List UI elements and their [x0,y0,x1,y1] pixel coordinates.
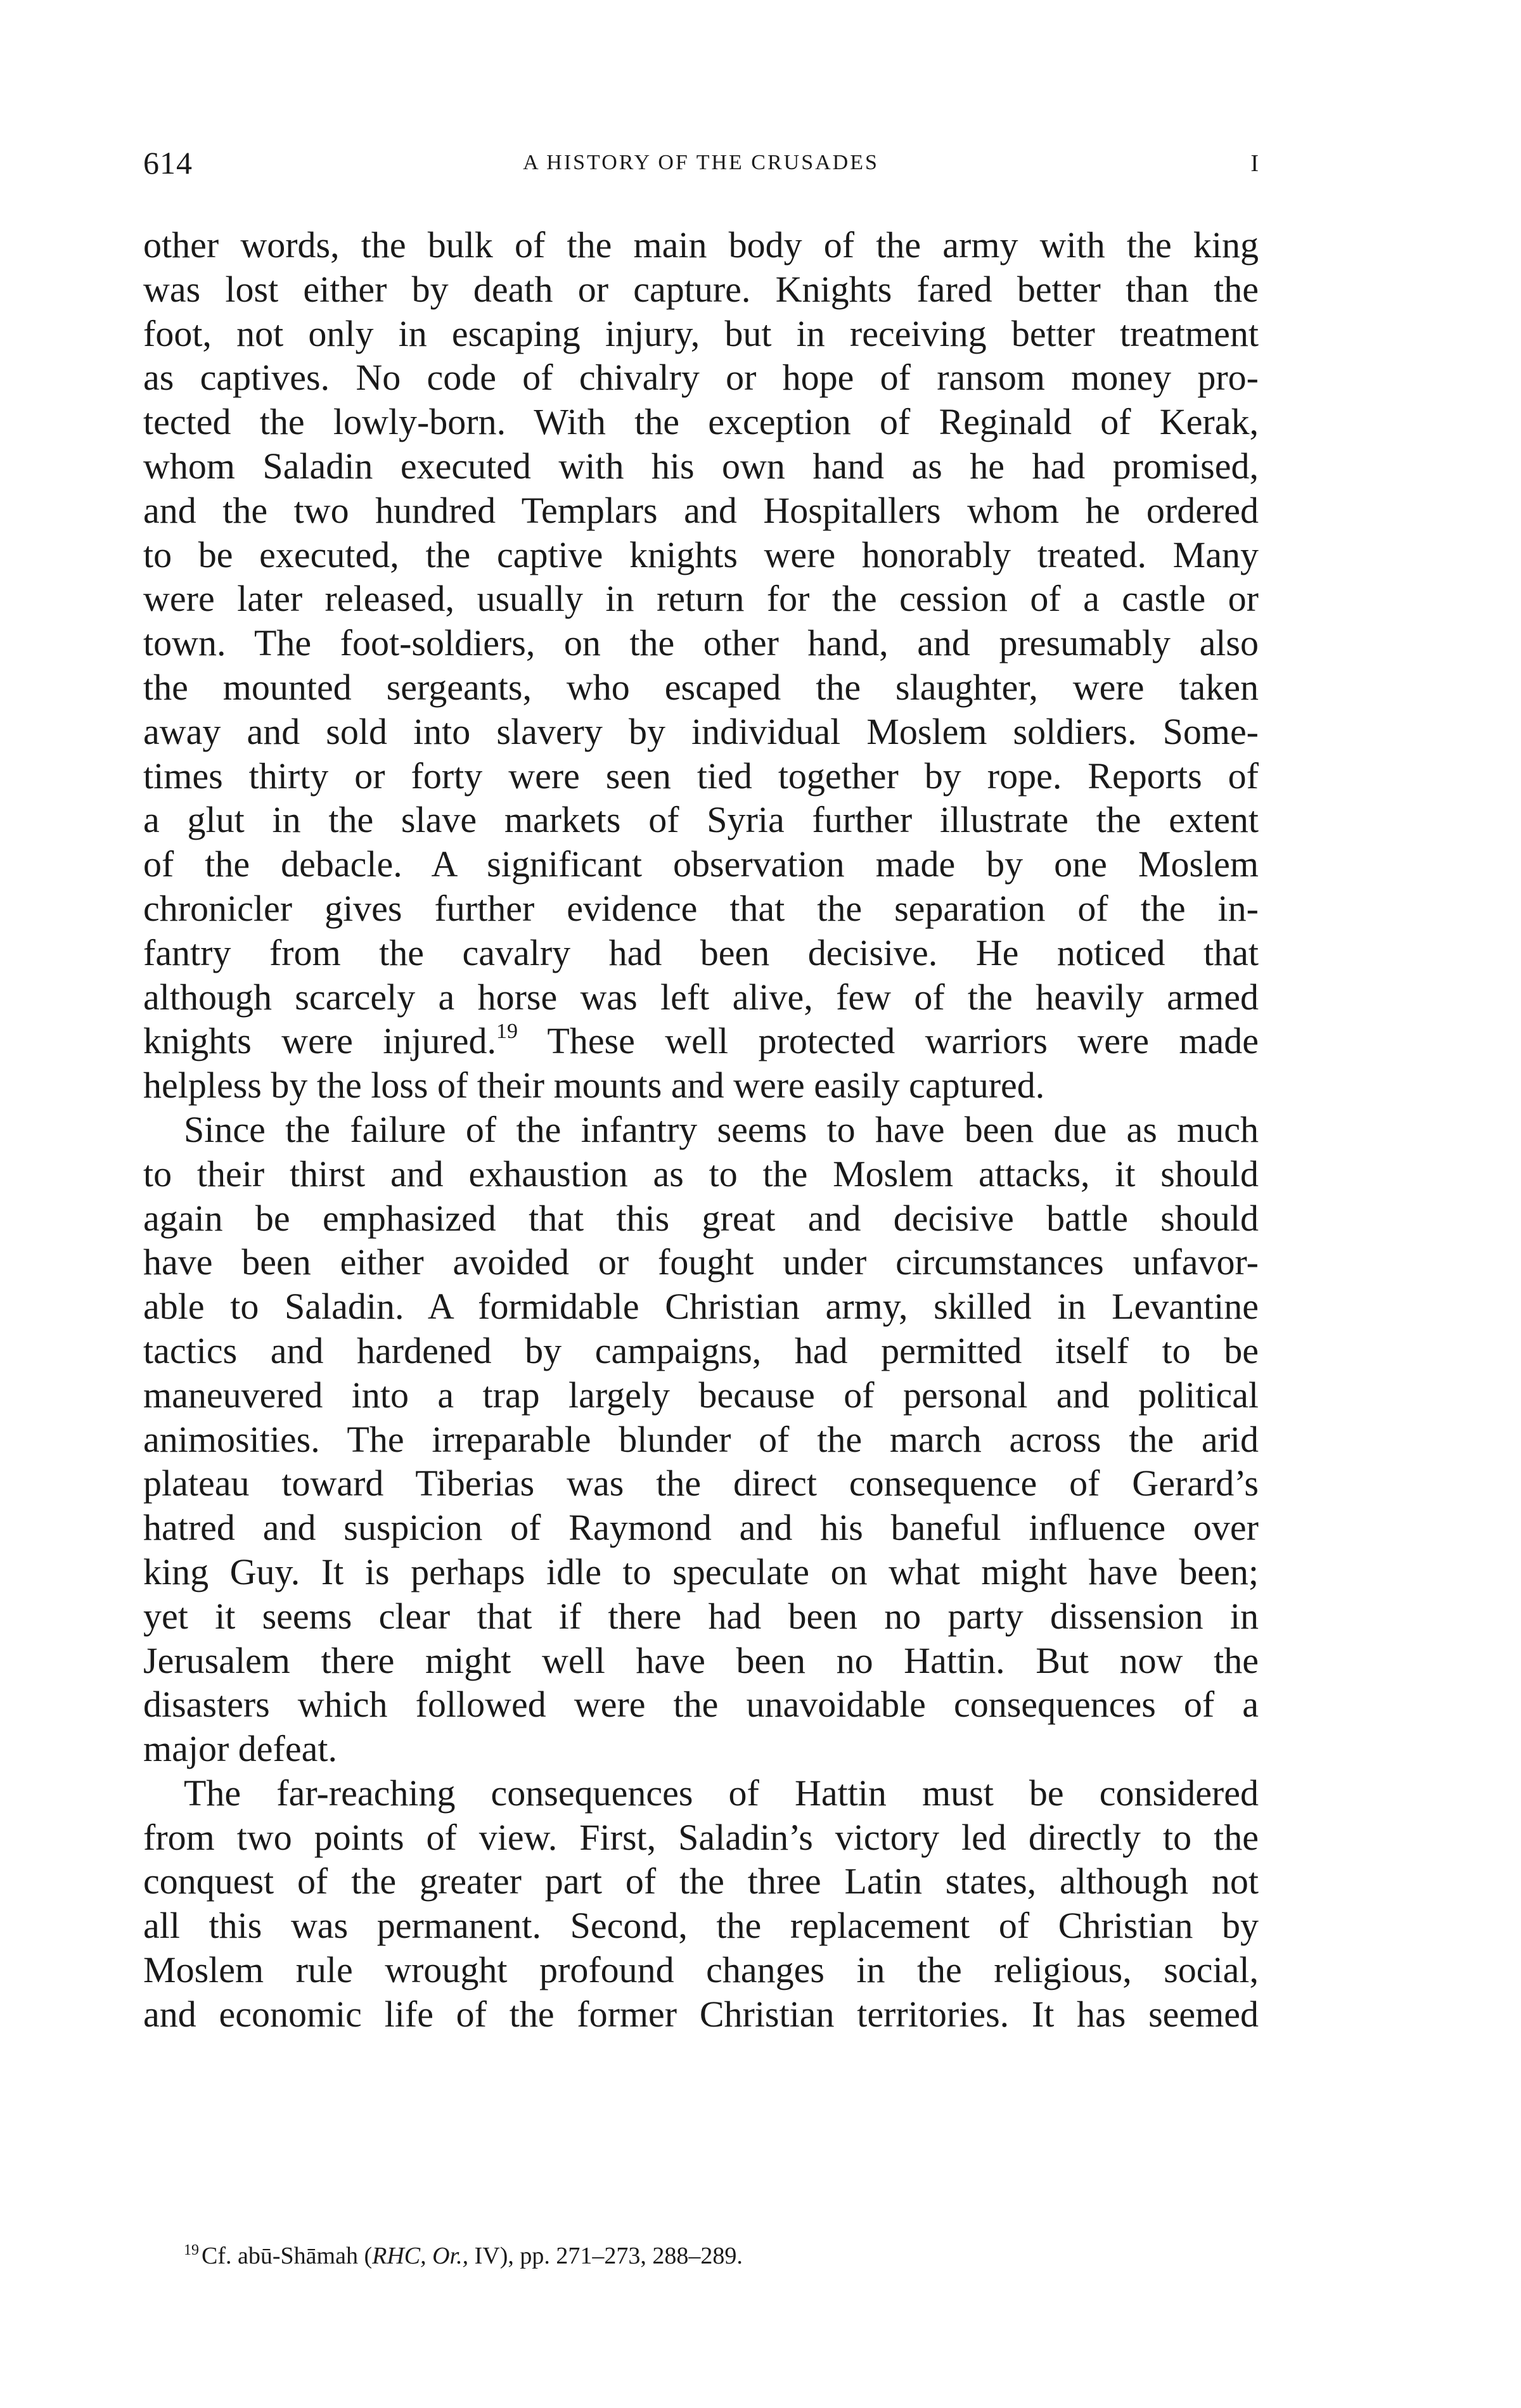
text-line: were later released, usually in return for the cession of a castle or [143,578,1259,620]
footnote-text: Cf. abū-Shāmah ( [202,2243,373,2269]
page-number: 614 [143,145,193,181]
text-line: king Guy. It is perhaps idle to speculate on what might have been; [143,1551,1259,1592]
paragraph-1 [143,223,1259,1108]
text-line: away and sold into slavery by individual Moslem soldiers. Some- [143,710,1259,752]
text-line: have been either avoided or fought under circumstances unfavor- [143,1241,1259,1283]
footnote-text: IV), pp. 271–273, 288–289. [468,2243,743,2269]
text-line: conquest of the greater part of the three Latin states, although not [143,1860,1259,1902]
text-line: yet it seems clear that if there had been no party dissension in [143,1595,1259,1637]
text-line: and economic life of the former Christian territories. It has seemed [143,1993,1259,2035]
footnote-reference[interactable]: 19 [496,1020,518,1044]
footnote-source: RHC, Or., [372,2243,469,2269]
text-fragment: These well protected warriors were made [518,1020,1259,1062]
text-line: Since the failure of the infantry seems to have been due as much [184,1108,1259,1150]
text-line: from two points of view. First, Saladin’s victory led directly to the [143,1816,1259,1858]
text-line-with-footnote-ref [143,1019,1259,1063]
text-line: to be executed, the captive knights were honorably treated. Many [143,534,1259,575]
text-line: town. The foot-soldiers, on the other hand, and presumably also [143,622,1259,664]
text-line: tected the lowly-born. With the exception of Reginald of Kerak, [143,401,1259,443]
text-line: able to Saladin. A formidable Christian army, skilled in Levantine [143,1286,1259,1328]
text-line: disasters which followed were the unavoidable consequences of a [143,1684,1259,1726]
text-fragment: knights were injured. [143,1020,497,1062]
volume-numeral: I [1250,150,1259,177]
text-line: plateau toward Tiberias was the direct consequence of Gerard’s [143,1463,1259,1504]
text-line: Jerusalem there might well have been no Hattin. But now the [143,1639,1259,1681]
text-line: fantry from the cavalry had been decisive. He noticed that [143,932,1259,973]
footnote-number: 19 [184,2242,199,2258]
text-line: animosities. The irreparable blunder of the march across the arid [143,1418,1259,1460]
running-title: A HISTORY OF THE CRUSADES [523,151,879,174]
text-line: and the two hundred Templars and Hospitallers whom he ordered [143,489,1259,531]
text-line: all this was permanent. Second, the replacement of Christian by [143,1905,1259,1947]
text-line: hatred and suspicion of Raymond and his baneful influence over [143,1507,1259,1549]
paragraph-3 [143,1771,1259,2037]
footnote [184,2242,743,2270]
text-line: to their thirst and exhaustion as to the Moslem attacks, it should [143,1153,1259,1194]
text-line: a glut in the slave markets of Syria further illustrate the extent [143,799,1259,841]
text-line: whom Saladin executed with his own hand as he had promised, [143,445,1259,487]
paragraph-2 [143,1108,1259,1771]
text-line: The far-reaching consequences of Hattin must be considered [184,1772,1259,1814]
text-line: of the debacle. A significant observation made by one Moslem [143,843,1259,885]
text-line: maneuvered into a trap largely because of personal and political [143,1374,1259,1416]
text-line: the mounted sergeants, who escaped the slaughter, were taken [143,666,1259,708]
text-line: major defeat. [143,1728,337,1770]
running-head [143,144,1259,195]
text-line: was lost either by death or capture. Knights fared better than the [143,268,1259,310]
body-text [143,223,1259,2037]
text-line: although scarcely a horse was left alive, few of the heavily armed [143,976,1259,1018]
text-line: as captives. No code of chivalry or hope of ransom money pro- [143,357,1259,399]
text-line: again be emphasized that this great and decisive battle should [143,1197,1259,1239]
text-line: times thirty or forty were seen tied together by rope. Reports of [143,755,1259,797]
text-line: chronicler gives further evidence that the separation of the in- [143,887,1259,929]
text-line: tactics and hardened by campaigns, had permitted itself to be [143,1329,1259,1371]
text-line: other words, the bulk of the main body of the army with the king [143,224,1259,266]
text-line: Moslem rule wrought profound changes in the religious, social, [143,1949,1259,1991]
text-line: helpless by the loss of their mounts and were easily captured. [143,1065,1045,1106]
text-line: foot, not only in escaping injury, but in receiving better treatment [143,312,1259,354]
